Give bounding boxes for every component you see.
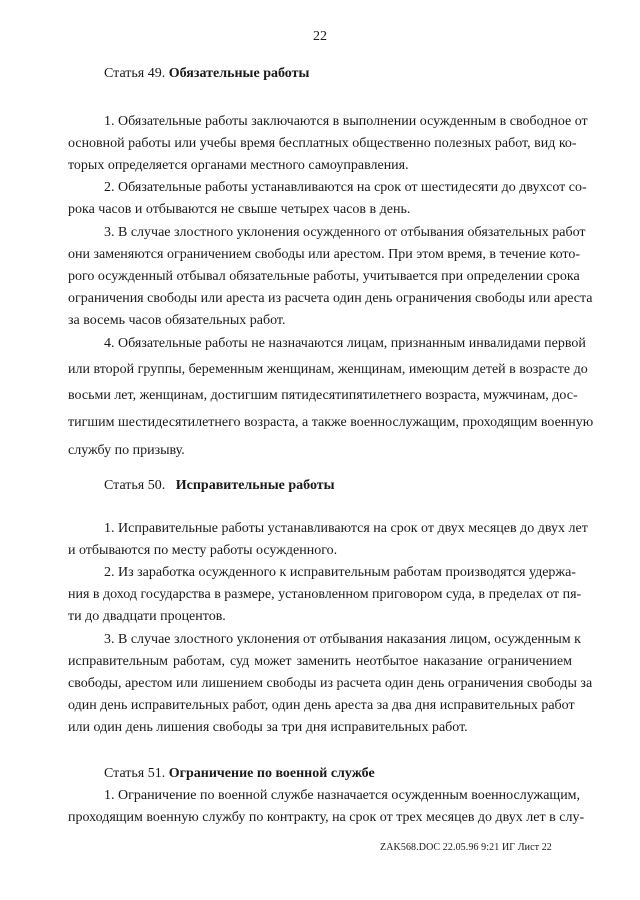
document-footer: ZAK568.DOC 22.05.96 9:21 ИГ Лист 22	[380, 842, 552, 853]
article-50-line: ти до двадцати процентов.	[68, 609, 226, 624]
article-50-line: 2. Из заработка осужденного к исправительным работам производятся удержа-	[104, 565, 576, 580]
article-49-line: они заменяются ограничением свободы или арестом. При этом время, в течение кото-	[68, 247, 580, 262]
article-50-heading	[104, 478, 335, 494]
article-49-line: рого осужденный отбывал обязательные работы, учитывается при определении срока	[68, 269, 580, 284]
article-51-line: 1. Ограничение по военной службе назначается осужденным военнослужащим,	[104, 788, 581, 803]
article-50-line: исправительным работам, суд может заменить неотбытое наказание ограничением	[68, 654, 572, 669]
article-49-line: тигшим шестидесятилетнего возраста, а также военнослужащим, проходящим военную	[68, 415, 594, 430]
article-51-prefix: Статья 51.	[104, 766, 166, 781]
article-49-line: или второй группы, беременным женщинам, женщинам, имеющим детей в возрасте до	[68, 362, 588, 377]
page-number: 22	[313, 29, 327, 44]
article-49-line: ограничения свободы или ареста из расчета один день ограничения свободы или ареста	[68, 291, 593, 306]
article-49-prefix: Статья 49.	[104, 66, 166, 81]
article-51-title: Ограничение по военной службе	[168, 766, 375, 781]
article-50-line: один день исправительных работ, один день ареста за два дня исправительных работ	[68, 698, 575, 713]
article-50-title: Исправительные работы	[175, 478, 335, 493]
article-50-line: ния в доход государства в размере, установленном приговором суда, в пределах от пя-	[68, 587, 582, 602]
article-49-line: 4. Обязательные работы не назначаются лицам, признанным инвалидами первой	[104, 336, 586, 351]
article-50-line: 3. В случае злостного уклонения от отбывания наказания лицом, осужденным к	[104, 632, 581, 647]
article-49-line: 1. Обязательные работы заключаются в выполнении осужденным в свободное от	[104, 114, 588, 129]
article-49-line: 2. Обязательные работы устанавливаются на срок от шестидесяти до двухсот со-	[104, 180, 587, 195]
article-49-line: основной работы или учебы время бесплатных общественно полезных работ, вид ко-	[68, 136, 577, 151]
article-50-line: или один день лишения свободы за три дня исправительных работ.	[68, 720, 468, 735]
article-49-line: рока часов и отбываются не свыше четырех часов в день.	[68, 202, 411, 217]
article-50-line: 1. Исправительные работы устанавливаются на срок от двух месяцев до двух лет	[104, 521, 588, 536]
article-49-line: за восемь часов обязательных работ.	[68, 313, 286, 328]
article-49-line: восьми лет, женщинам, достигшим пятидесятипятилетнего возраста, мужчинам, дос-	[68, 388, 578, 403]
article-49-line: службу по призыву.	[68, 443, 185, 458]
article-51-heading	[104, 766, 375, 782]
article-50-line: свободы, арестом или лишением свободы из расчета один день ограничения свободы за	[68, 676, 593, 691]
article-51-line: проходящим военную службу по контракту, на срок от трех месяцев до двух лет в слу-	[68, 810, 585, 825]
article-49-line: торых определяется органами местного самоуправления.	[68, 158, 409, 173]
article-50-line: и отбываются по месту работы осужденного.	[68, 543, 338, 558]
article-49-heading	[104, 66, 309, 82]
article-50-prefix: Статья 50.	[104, 478, 166, 493]
article-49-line: 3. В случае злостного уклонения осужденного от отбывания обязательных работ	[104, 225, 586, 240]
article-49-title: Обязательные работы	[168, 66, 310, 81]
